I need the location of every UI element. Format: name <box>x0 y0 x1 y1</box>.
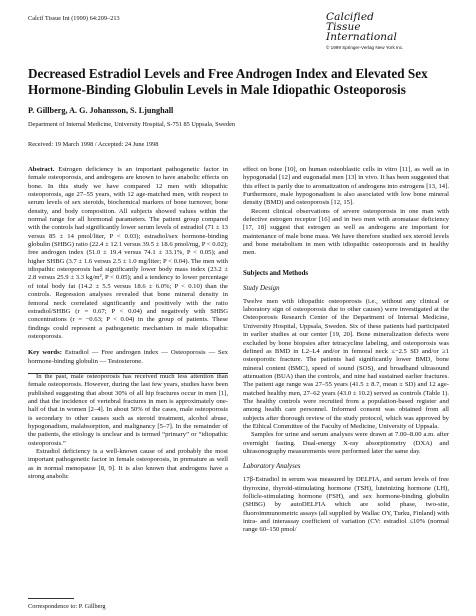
correspondence-footnote: Correspondence to: P. Gillberg <box>28 603 106 610</box>
study-design-paragraph-2: Samples for urine and serum analyses were drawn at 7.00–8.00 a.m. after overnight fasting. Dual-energy X-ray absorptiometry (DXA) and ultrasonography measurements were performed later the same day. <box>243 431 449 455</box>
footnote-divider <box>28 598 74 599</box>
section-heading-subjects-methods: Subjects and Methods <box>243 269 309 277</box>
running-head: Calcif Tissue Int (1999) 64:209–213 <box>28 15 120 22</box>
received-accepted-dates: Received: 19 March 1998 / Accepted: 24 June 1998 <box>28 141 159 148</box>
subsection-heading-lab-analyses: Laboratory Analyses <box>243 463 301 471</box>
intro-paragraph-3: effect on bone [10], on human osteoblastic cells in vitro [11], as well as in hypogonadal [12] and eugonadal men [13] in vivo. It has been suggested that this effect is partly due to aromatization of androgens into estrogens [13, 14]. Furthermore, male hypogonadism is also associated with low bone mineral density (BMD) and osteoporosis [12, 15]. <box>243 166 449 207</box>
author-list: P. Gillberg, A. G. Johansson, S. Ljunghall <box>28 106 174 115</box>
logo-line-tissue: Tissue <box>326 21 361 33</box>
keywords-text: Estradiol — Free androgen index — Osteoporosis — Sex hormone-binding globulin — Testosterone. <box>28 349 228 365</box>
keywords <box>28 349 228 366</box>
intro-paragraph-4: Recent clinical observations of severe osteoporosis in one man with defective estrogen receptor [16] and in two men with aromatase deficiency [17, 18] suggest that estrogen as well as androgens are important for maintenance of male bone mass. We have therefore studied sex steroid levels and bone metabolism in men with idiopathic osteoporosis and in healthy men. <box>243 207 449 257</box>
study-design-paragraph-1: Twelve men with idiopathic osteoporosis (i.e., without any clinical or laboratory sign of osteoporosis due to other causes) were investigated at the Osteoporosis Research Center of the Department of Internal Medicine, University Hospital, Uppsala, Sweden. Six of these patients had participated in earlier studies at our center [19, 20]. Bone mineralization defects were excluded by bone biopsies after tetracycline labeling, and osteoporosis was defined as BMD in L2–L4 and/or in femoral neck ≤−2.5 SD and/or ≥1 osteoporotic fracture. The patients had significantly lower BMD, bone mineral content (BMC), speed of sound (SOS), and broadband ultrasound attenuation (BUA) than the controls, and nine had sustained earlier fractures. The patient age range was 27–55 years (41.5 ± 8.7, mean ± SD) and 12 age-matched healthy men, 27–62 years (43.0 ± 10.2) served as controls (Table 1). The healthy controls were recruited from a population-based register and among health care personnel. Informed consent was obtained from all subjects after thorough review of the study protocol, which was approved by the Ethical Committee of the Faculty of Medicine, University of Uppsala. <box>243 297 449 430</box>
intro-paragraph-1: In the past, male osteoporosis has received much less attention than female osteoporosis. However, during the last few years, studies have been published suggesting that about 30% of all hip fractures occur in men [1], and that the incidence of vertebral fractures in men is approximately one-half of that in women [2–4]. In about 50% of the cases, male osteoporosis is secondary to other causes such as steroid treatment, alcohol abuse, hypogonadism, malabsorption, and malignancy [5–7]. In the remainder of the patients, the etiology is unclear and is termed “primary” or “idiopathic osteoporosis.” <box>28 373 228 447</box>
journal-logo <box>326 12 448 51</box>
intro-paragraph-2: Estradiol deficiency is a well-known cause of and probably the most important pathogenetic factor in female osteoporosis, in premature as well as in normal menopause [8, 9]. It is also known that androgens have a strong anabolic <box>28 448 228 481</box>
left-column-abstract <box>28 166 228 374</box>
right-column <box>243 166 449 535</box>
abstract-label: Abstract. <box>28 166 55 173</box>
abstract-text: Estrogen deficiency is an important pathogenetic factor in female osteoporosis, and androgens are known to have anabolic effects on bone. In this study we have compared 12 men with idiopathic osteoporosis, age 27–55 years, with 12 age-matched men, with respect to serum levels of sex steroids, biochemical markers of bone turnover, bone density, and body composition. All subjects showed values within the normal range for all hormonal parameters. The patient group compared with the controls had significantly lower serum levels of estradiol (71 ± 13 versus 85 ± 14 pmol/liter, P < 0.03); estradiol/sex hormone-binding globulin (SHBG) ratio (22.4 ± 12.1 versus 39.5 ± 18.6 pmol/mg, P < 0.02); free androgen index (51.0 ± 19.4 versus 74.1 ± 33.1%, P < 0.05); and higher SHBG (3.7 ± 1.6 versus 2.5 ± 1.0 mg/liter; P < 0.04). The men with idiopathic osteoporosis had significantly lower body mass index (23.2 ± 2.8 versus 25.9 ± 3.3 kg/m², P < 0.05); and a tendency to lower percentage of total body fat (14.2 ± 5.5 versus 18.6 ± 6.0%; P < 0.10) than the controls. Regression analyses revealed that bone mineral density in femoral neck correlated significantly and positively with the ratio estradiol/SHBG (r = 0.67; P < 0.04) and negatively with SHBG concentrations (r = −0.63; P < 0.04) in the group of patients. These findings could represent a pathogenetic mechanism in male idiopathic osteoporosis. <box>28 166 228 340</box>
logo-line-international: International <box>326 31 397 43</box>
copyright-notice: © 1999 Springer-Verlag New York Inc. <box>326 45 404 50</box>
introduction-left <box>28 373 228 481</box>
abstract <box>28 166 228 341</box>
logo-line-calcified: Calcified <box>326 11 374 23</box>
keywords-label: Key words: <box>28 349 62 357</box>
subsection-heading-study-design: Study Design <box>243 284 280 292</box>
author-affiliation: Department of Internal Medicine, University Hospital, S-751 85 Uppsala, Sweden <box>28 121 236 128</box>
article-title: Decreased Estradiol Levels and Free Androgen Index and Elevated Sex Hormone-Binding Globulin Levels in Male Idiopathic Osteoporosis <box>28 66 428 97</box>
lab-analyses-paragraph: 17β-Estradiol in serum was measured by DELFIA, and serum levels of free thyroxine, thyroid-stimulating hormone (TSH), luteinizing hormone (LH), follicle-stimulating hormone (FSH), and sex hormone-binding globulin (SHBG) by autoDELFIA which are solid phase, two-site, fluoroimmunometric assays (all supplied by Wallac OY, Turku, Finland) with intra- and interassay coefficient of variation (CV: estradiol ≤10% (normal range 60–150 pmol/ <box>243 476 449 534</box>
